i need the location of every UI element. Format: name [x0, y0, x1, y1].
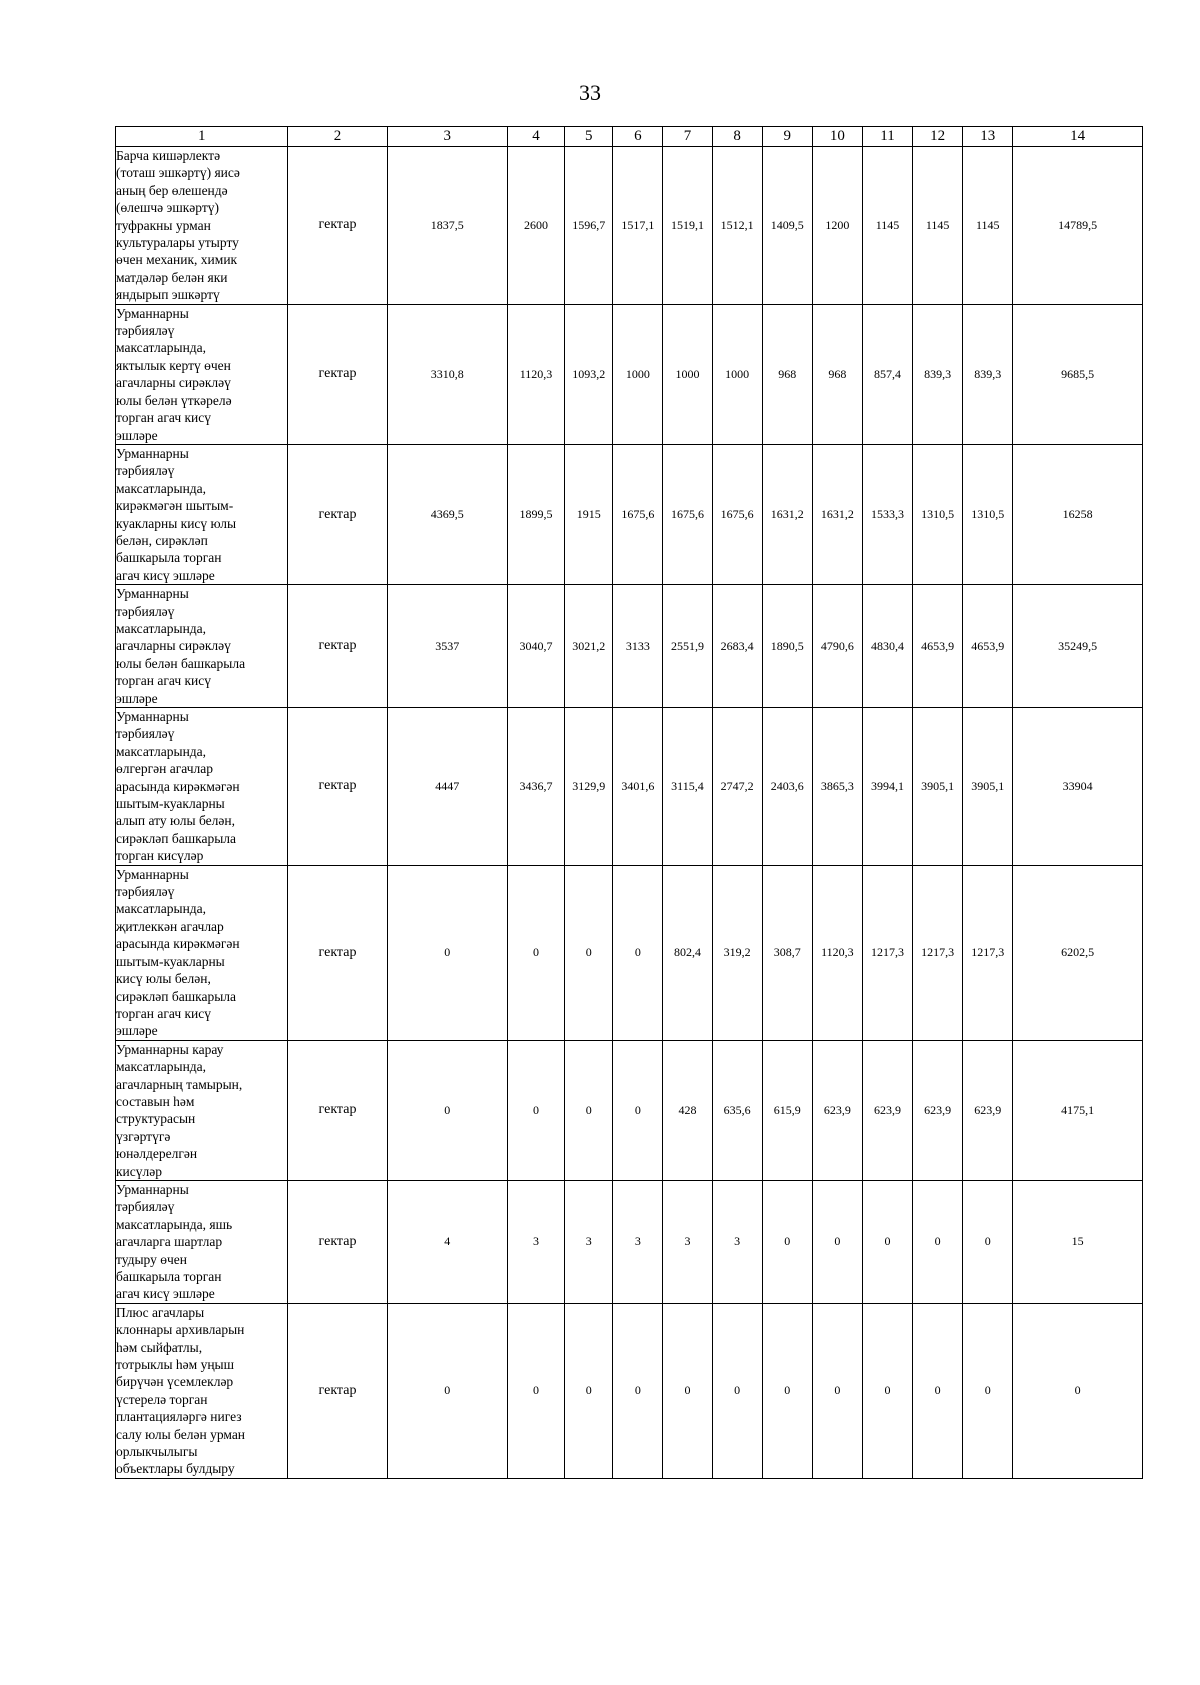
value-cell: 0	[963, 1180, 1013, 1303]
description-line: аның бер өлешендә	[116, 182, 228, 198]
description-line: максатларында,	[116, 340, 207, 356]
value-cell: 319,2	[712, 865, 762, 1040]
row-description	[116, 865, 288, 1040]
value-cell: 623,9	[963, 1040, 1013, 1180]
description-line: шытым-куакларны	[116, 953, 225, 969]
table-row	[116, 1040, 1143, 1180]
value-cell: 0	[663, 1303, 712, 1478]
value-cell: 1145	[913, 147, 963, 305]
description-line: Плюс агачлары	[116, 1304, 205, 1320]
value-cell: 1675,6	[613, 444, 663, 584]
value-cell: 802,4	[663, 865, 712, 1040]
value-cell: 0	[387, 1040, 507, 1180]
value-cell: 1675,6	[663, 444, 712, 584]
description-line: куакларны кисү юлы	[116, 515, 237, 531]
description-line: Урманнарны	[116, 305, 189, 321]
unit-cell: гектар	[288, 1180, 387, 1303]
value-cell: 1217,3	[862, 865, 912, 1040]
unit-cell: гектар	[288, 585, 387, 708]
description-line: тотрыклы һәм уңыш	[116, 1357, 235, 1373]
column-header: 6	[613, 127, 663, 147]
description-line: алып ату юлы белән,	[116, 813, 235, 829]
value-cell: 1310,5	[963, 444, 1013, 584]
description-line: кисүләр	[116, 1163, 163, 1179]
description-line: Урманнарны	[116, 586, 189, 602]
description-line: Урманнарны	[116, 709, 189, 724]
value-cell: 0	[507, 1303, 564, 1478]
description-line: үзгәртүгә	[116, 1128, 171, 1144]
value-cell: 623,9	[812, 1040, 862, 1180]
description-line: башкарыла торган	[116, 1269, 222, 1284]
description-line: яктылык кертү өчен	[116, 357, 231, 373]
value-cell: 3865,3	[812, 708, 862, 866]
value-cell: 1145	[963, 147, 1013, 305]
description-line: (өлешчә эшкәртү)	[116, 200, 219, 216]
description-line: бирүчән үсемлекләр	[116, 1374, 234, 1390]
column-header: 9	[762, 127, 812, 147]
value-cell: 3905,1	[963, 708, 1013, 866]
description-line: торган кисүләр	[116, 848, 204, 864]
description-line: эшләре	[116, 690, 158, 706]
value-cell: 1145	[862, 147, 912, 305]
table-body	[116, 147, 1143, 1479]
value-cell: 2403,6	[762, 708, 812, 866]
value-cell: 3129,9	[565, 708, 613, 866]
value-cell: 16258	[1013, 444, 1143, 584]
description-line: максатларында,	[116, 1059, 207, 1075]
column-header: 5	[565, 127, 613, 147]
value-cell: 0	[762, 1180, 812, 1303]
unit-cell: гектар	[288, 1040, 387, 1180]
value-cell: 3	[663, 1180, 712, 1303]
value-cell: 2551,9	[663, 585, 712, 708]
description-line: тәрбияләү	[116, 603, 175, 619]
value-cell: 2600	[507, 147, 564, 305]
value-cell: 1512,1	[712, 147, 762, 305]
description-line: Урманнарны	[116, 445, 189, 461]
description-line: эшләре	[116, 1023, 158, 1039]
value-cell: 968	[812, 304, 862, 444]
value-cell: 1899,5	[507, 444, 564, 584]
value-cell: 0	[913, 1180, 963, 1303]
table-row	[116, 147, 1143, 305]
value-cell: 2747,2	[712, 708, 762, 866]
value-cell: 1000	[712, 304, 762, 444]
description-line: арасында кирәкмәгән	[116, 936, 240, 952]
column-header: 4	[507, 127, 564, 147]
description-line: Барча кишәрлектә	[116, 148, 221, 163]
table-row	[116, 304, 1143, 444]
value-cell: 15	[1013, 1180, 1143, 1303]
value-cell: 4653,9	[963, 585, 1013, 708]
unit-cell: гектар	[288, 865, 387, 1040]
value-cell: 1631,2	[762, 444, 812, 584]
table-row	[116, 444, 1143, 584]
description-line: тәрбияләү	[116, 1199, 175, 1215]
value-cell: 0	[913, 1303, 963, 1478]
unit-cell: гектар	[288, 304, 387, 444]
value-cell: 3	[565, 1180, 613, 1303]
value-cell: 839,3	[963, 304, 1013, 444]
row-description	[116, 585, 288, 708]
data-table	[115, 126, 1143, 1479]
value-cell: 3	[712, 1180, 762, 1303]
value-cell: 839,3	[913, 304, 963, 444]
value-cell: 4830,4	[862, 585, 912, 708]
value-cell: 4653,9	[913, 585, 963, 708]
value-cell: 0	[963, 1303, 1013, 1478]
description-line: кирәкмәгән шытым-	[116, 498, 234, 514]
unit-cell: гектар	[288, 708, 387, 866]
value-cell: 0	[712, 1303, 762, 1478]
value-cell: 3115,4	[663, 708, 712, 866]
row-description	[116, 1040, 288, 1180]
column-header: 7	[663, 127, 712, 147]
value-cell: 3	[613, 1180, 663, 1303]
description-line: үстерелә торган	[116, 1391, 208, 1407]
description-line: агачларның тамырын,	[116, 1076, 243, 1092]
value-cell: 0	[762, 1303, 812, 1478]
value-cell: 968	[762, 304, 812, 444]
value-cell: 14789,5	[1013, 147, 1143, 305]
value-cell: 3021,2	[565, 585, 613, 708]
value-cell: 1217,3	[913, 865, 963, 1040]
description-line: (тоташ эшкәртү) яисә	[116, 165, 240, 181]
table-row	[116, 1303, 1143, 1478]
value-cell: 1000	[663, 304, 712, 444]
value-cell: 4369,5	[387, 444, 507, 584]
row-description	[116, 444, 288, 584]
description-line: составын һәм	[116, 1093, 195, 1109]
value-cell: 1915	[565, 444, 613, 584]
value-cell: 0	[387, 865, 507, 1040]
value-cell: 3436,7	[507, 708, 564, 866]
value-cell: 0	[812, 1180, 862, 1303]
table-row	[116, 1180, 1143, 1303]
value-cell: 9685,5	[1013, 304, 1143, 444]
value-cell: 3	[507, 1180, 564, 1303]
value-cell: 635,6	[712, 1040, 762, 1180]
value-cell: 35249,5	[1013, 585, 1143, 708]
column-header: 11	[862, 127, 912, 147]
description-line: юлы белән үткәрелә	[116, 392, 232, 408]
value-cell: 4	[387, 1180, 507, 1303]
value-cell: 3040,7	[507, 585, 564, 708]
header-row	[116, 127, 1143, 147]
description-line: матдәләр белән яки	[116, 269, 228, 285]
value-cell: 1519,1	[663, 147, 712, 305]
row-description	[116, 1180, 288, 1303]
value-cell: 1200	[812, 147, 862, 305]
description-line: максатларында,	[116, 620, 207, 636]
description-line: торган агач кисү	[116, 410, 212, 426]
unit-cell: гектар	[288, 147, 387, 305]
value-cell: 4175,1	[1013, 1040, 1143, 1180]
value-cell: 3401,6	[613, 708, 663, 866]
description-line: арасында кирәкмәгән	[116, 778, 240, 794]
value-cell: 0	[507, 865, 564, 1040]
description-line: өлгергән агачлар	[116, 761, 213, 777]
value-cell: 623,9	[913, 1040, 963, 1180]
column-header: 1	[116, 127, 288, 147]
value-cell: 1093,2	[565, 304, 613, 444]
value-cell: 3133	[613, 585, 663, 708]
description-line: клоннары архивларын	[116, 1322, 245, 1338]
table-row	[116, 708, 1143, 866]
description-line: плантацияләргә нигез	[116, 1409, 242, 1425]
description-line: орлыкчылыгы	[116, 1444, 198, 1460]
value-cell: 0	[812, 1303, 862, 1478]
description-line: Урманнарны карау	[116, 1041, 224, 1057]
description-line: яндырып эшкәртү	[116, 287, 220, 303]
description-line: юнәлдерелгән	[116, 1146, 198, 1162]
value-cell: 3905,1	[913, 708, 963, 866]
unit-cell: гектар	[288, 1303, 387, 1478]
description-line: сирәкләп башкарыла	[116, 830, 236, 846]
value-cell: 623,9	[862, 1040, 912, 1180]
value-cell: 1120,3	[507, 304, 564, 444]
description-line: белән, сирәкләп	[116, 532, 208, 548]
value-cell: 3310,8	[387, 304, 507, 444]
row-description	[116, 304, 288, 444]
row-description	[116, 708, 288, 866]
value-cell: 0	[565, 865, 613, 1040]
description-line: структурасын	[116, 1111, 196, 1127]
description-line: максатларында,	[116, 480, 207, 496]
description-line: агачларны сирәкләү	[116, 638, 231, 654]
description-line: агачларга шартлар	[116, 1234, 223, 1250]
description-line: шытым-куакларны	[116, 796, 225, 812]
description-line: культуралары утырту	[116, 235, 239, 251]
description-line: юлы белән башкарыла	[116, 655, 246, 671]
description-line: торган агач кисү	[116, 673, 212, 689]
column-header: 13	[963, 127, 1013, 147]
column-header: 12	[913, 127, 963, 147]
description-line: максатларында, яшь	[116, 1216, 233, 1232]
description-line: башкарыла торган	[116, 550, 222, 566]
value-cell: 1675,6	[712, 444, 762, 584]
value-cell: 308,7	[762, 865, 812, 1040]
value-cell: 3994,1	[862, 708, 912, 866]
description-line: максатларында,	[116, 743, 207, 759]
value-cell: 1310,5	[913, 444, 963, 584]
value-cell: 0	[1013, 1303, 1143, 1478]
row-description	[116, 147, 288, 305]
description-line: агачларны сирәкләү	[116, 375, 231, 391]
description-line: тәрбияләү	[116, 463, 175, 479]
value-cell: 1120,3	[812, 865, 862, 1040]
value-cell: 0	[565, 1303, 613, 1478]
value-cell: 0	[387, 1303, 507, 1478]
value-cell: 6202,5	[1013, 865, 1143, 1040]
description-line: Урманнарны	[116, 866, 189, 882]
value-cell: 1837,5	[387, 147, 507, 305]
value-cell: 0	[862, 1180, 912, 1303]
description-line: Урманнарны	[116, 1181, 189, 1197]
value-cell: 2683,4	[712, 585, 762, 708]
value-cell: 1000	[613, 304, 663, 444]
description-line: эшләре	[116, 427, 158, 443]
row-description	[116, 1303, 288, 1478]
value-cell: 1533,3	[862, 444, 912, 584]
value-cell: 0	[613, 1040, 663, 1180]
value-cell: 1409,5	[762, 147, 812, 305]
column-header: 10	[812, 127, 862, 147]
description-line: сирәкләп башкарыла	[116, 988, 236, 1004]
description-line: җитлеккән агачлар	[116, 918, 224, 934]
description-line: тәрбияләү	[116, 323, 175, 339]
value-cell: 0	[862, 1303, 912, 1478]
description-line: кисү юлы белән,	[116, 971, 211, 987]
value-cell: 0	[565, 1040, 613, 1180]
description-line: торган агач кисү	[116, 1005, 212, 1021]
description-line: һәм сыйфатлы,	[116, 1339, 203, 1355]
value-cell: 1517,1	[613, 147, 663, 305]
value-cell: 4790,6	[812, 585, 862, 708]
value-cell: 857,4	[862, 304, 912, 444]
value-cell: 33904	[1013, 708, 1143, 866]
description-line: агач кисү эшләре	[116, 567, 215, 583]
description-line: тудыру өчен	[116, 1251, 188, 1267]
value-cell: 0	[613, 1303, 663, 1478]
value-cell: 3537	[387, 585, 507, 708]
value-cell: 1631,2	[812, 444, 862, 584]
description-line: өчен механик, химик	[116, 252, 238, 268]
description-line: туфракны урман	[116, 217, 211, 233]
description-line: агач кисү эшләре	[116, 1286, 215, 1302]
column-header: 14	[1013, 127, 1143, 147]
value-cell: 1596,7	[565, 147, 613, 305]
value-cell: 428	[663, 1040, 712, 1180]
column-header: 2	[288, 127, 387, 147]
value-cell: 615,9	[762, 1040, 812, 1180]
unit-cell: гектар	[288, 444, 387, 584]
value-cell: 4447	[387, 708, 507, 866]
value-cell: 0	[507, 1040, 564, 1180]
value-cell: 0	[613, 865, 663, 1040]
description-line: объектлары булдыру	[116, 1461, 235, 1477]
page-number: 33	[579, 80, 601, 105]
value-cell: 1890,5	[762, 585, 812, 708]
description-line: тәрбияләү	[116, 884, 175, 900]
description-line: салу юлы белән урман	[116, 1426, 246, 1442]
table-row	[116, 865, 1143, 1040]
description-line: максатларында,	[116, 901, 207, 917]
description-line: тәрбияләү	[116, 726, 175, 742]
column-header: 3	[387, 127, 507, 147]
column-header: 8	[712, 127, 762, 147]
value-cell: 1217,3	[963, 865, 1013, 1040]
table-row	[116, 585, 1143, 708]
